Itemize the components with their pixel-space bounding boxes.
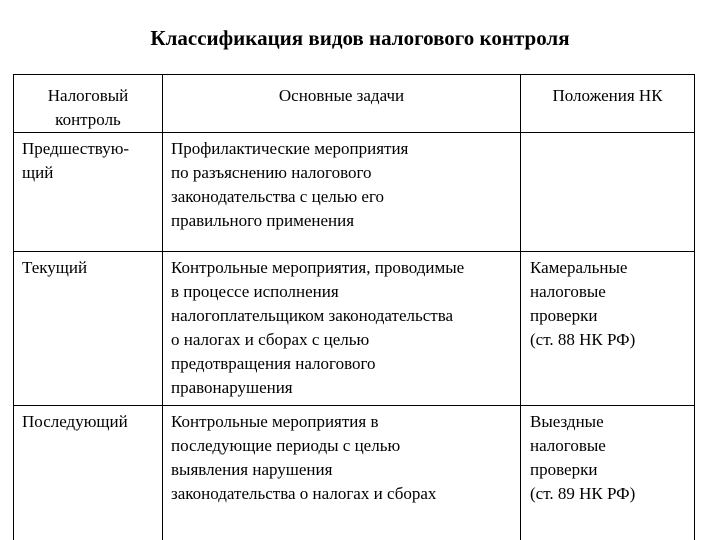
cell-provisions bbox=[521, 252, 695, 406]
header-label: Основные задачи bbox=[278, 86, 405, 105]
cell-provisions bbox=[521, 406, 695, 540]
cell-text: Контрольные мероприятия, проводимые в процессе исполнения налогоплательщиком законодательства о налогах и сборах с целью предотвращения налогового правонарушения bbox=[171, 258, 465, 397]
cell-control-type bbox=[14, 133, 163, 252]
cell-tasks bbox=[163, 252, 521, 406]
header-control-type bbox=[14, 75, 163, 133]
header-main-tasks bbox=[163, 75, 521, 133]
cell-text: Профилактические мероприятия по разъяснению налогового законодательства с целью его правильного применения bbox=[171, 139, 409, 230]
table-row bbox=[14, 133, 695, 252]
page-title: Классификация видов налогового контроля bbox=[150, 26, 570, 50]
cell-tasks bbox=[163, 406, 521, 540]
cell-text: Предшествую- щий bbox=[22, 139, 130, 182]
header-label: Положения НК bbox=[552, 86, 663, 105]
tax-control-table bbox=[13, 74, 695, 540]
cell-provisions bbox=[521, 133, 695, 252]
table-header-row bbox=[14, 75, 695, 133]
table-row bbox=[14, 406, 695, 540]
cell-text: Последующий bbox=[22, 412, 128, 431]
cell-tasks bbox=[163, 133, 521, 252]
cell-text: Текущий bbox=[22, 258, 88, 277]
table-row bbox=[14, 252, 695, 406]
cell-text: Камеральные налоговые проверки (ст. 88 НК РФ) bbox=[530, 258, 636, 349]
cell-control-type bbox=[14, 252, 163, 406]
cell-text: Контрольные мероприятия в последующие периоды с целью выявления нарушения законодательства о налогах и сборах bbox=[171, 412, 437, 503]
cell-text: Выездные налоговые проверки (ст. 89 НК РФ) bbox=[530, 412, 636, 503]
header-label: Налоговый контроль bbox=[47, 86, 129, 129]
cell-control-type bbox=[14, 406, 163, 540]
header-tax-code bbox=[521, 75, 695, 133]
